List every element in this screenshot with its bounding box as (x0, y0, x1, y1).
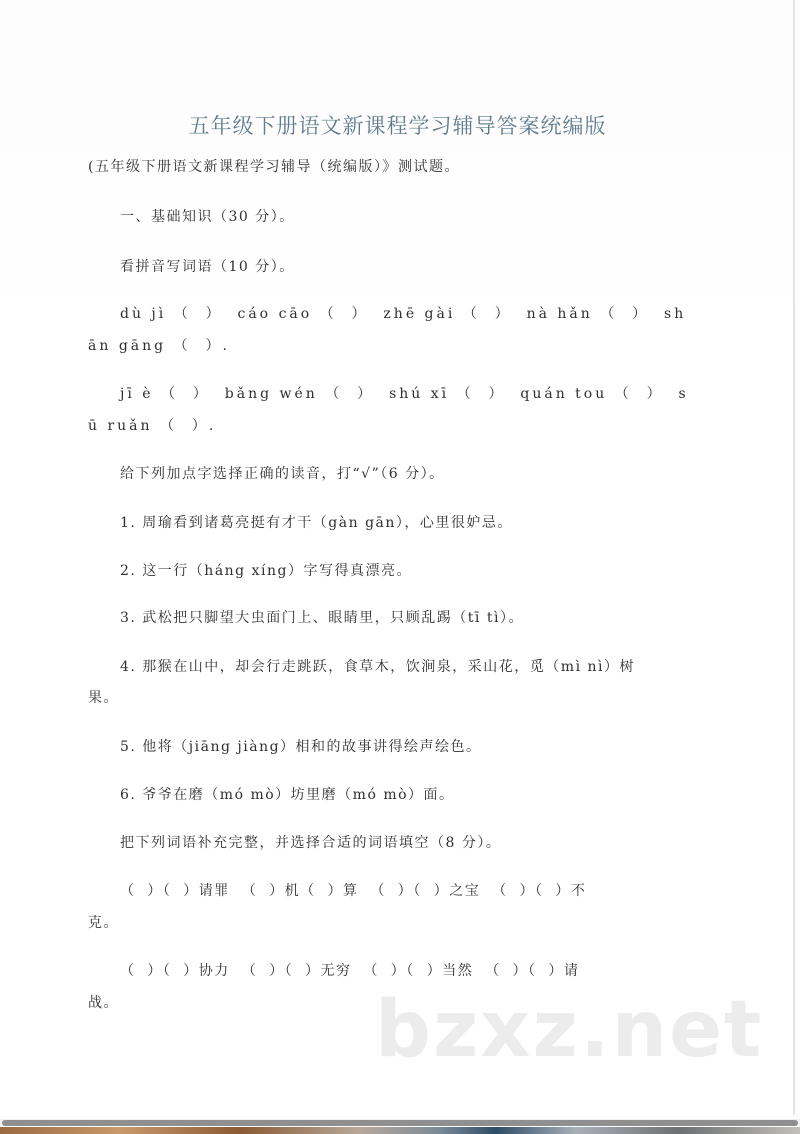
part-heading-pinyin: 看拼音写词语（10 分）。 (120, 259, 295, 275)
part-heading-idioms: 把下列词语补充完整，并选择合适的词语填空（8 分）。 (120, 835, 502, 851)
document-subtitle: (五年级下册语文新课程学习辅导（统编版）》测试题。 (88, 159, 460, 175)
pinyin-row-1-wrap: ān gāng （ ）. (88, 338, 230, 354)
idiom-row-2: （ ）（ ）协力 （ ）（ ）无穷 （ ）（ ）当然 （ ）（ ）请 (120, 963, 580, 979)
document-title: 五年级下册语文新课程学习辅导答案统编版 (188, 114, 607, 138)
pinyin-row-2-wrap: ū ruǎn （ ）. (88, 418, 217, 434)
horizontal-scrollbar[interactable] (0, 1119, 800, 1126)
idiom-row-1: （ ）（ ）请罪 （ ）机（ ）算 （ ）（ ）之宝 （ ）（ ）不 (120, 883, 587, 899)
scrollbar-thumb[interactable] (2, 1120, 798, 1126)
question-item-5: 5. 他将（jiāng jiàng）相和的故事讲得绘声绘色。 (120, 739, 482, 755)
idiom-row-2-wrap: 战。 (88, 995, 119, 1011)
question-item-4-wrap: 果。 (88, 690, 119, 706)
pinyin-row-1: dù jì （ ） cáo cāo （ ） zhē gài （ ） nà hǎn （ ） sh (120, 306, 687, 322)
question-item-2: 2. 这一行（háng xíng）字写得真漂亮。 (120, 563, 412, 579)
idiom-row-1-wrap: 克。 (88, 915, 119, 931)
pinyin-row-2: jī è （ ） bǎng wén （ ） shú xī （ ） quán tou （ ） s (120, 386, 689, 402)
question-item-4: 4. 那猴在山中，却会行走跳跃，食草木，饮涧泉，采山花，觅（mì nì）树 (120, 659, 636, 675)
question-item-1: 1. 周瑜看到诸葛亮挺有才干（gàn gān），心里很妒忌。 (120, 515, 513, 531)
watermark: bzxz.net (375, 985, 764, 1075)
section-heading-basics: 一、基础知识（30 分）。 (120, 209, 295, 225)
part-heading-reading: 给下列加点字选择正确的读音，打“√”（6 分）。 (120, 466, 445, 482)
question-item-3: 3. 武松把只脚望大虫面门上、眼睛里，只顾乱踢（tī tì）。 (120, 610, 524, 626)
question-item-6: 6. 爷爷在磨（mó mò）坊里磨（mó mò）面。 (120, 787, 455, 803)
background-image-strip (0, 1127, 800, 1134)
